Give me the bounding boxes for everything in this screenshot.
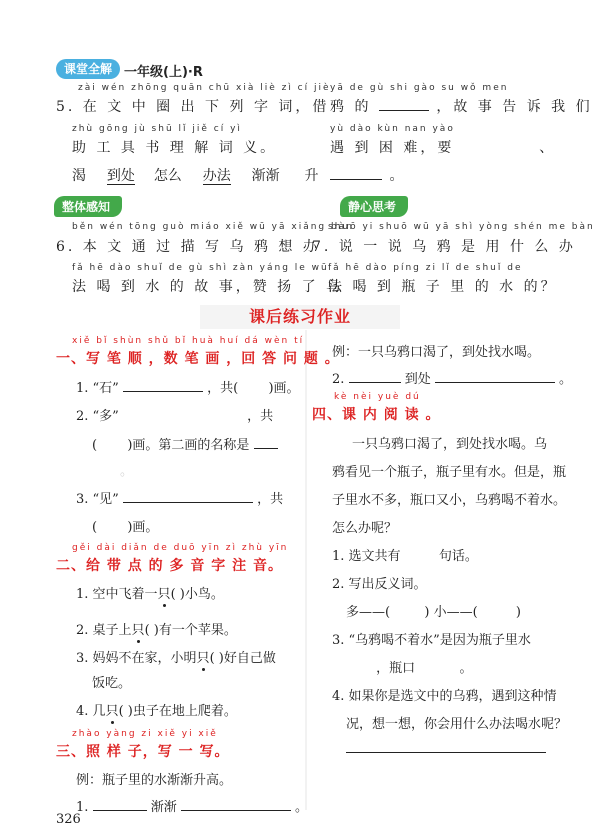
s1-question-2-cont — [92, 434, 278, 453]
reading-question-3: 3. “乌鸦喝不着水”是因为瓶子里水 — [332, 633, 531, 648]
answer-blank[interactable] — [330, 167, 382, 180]
q-text: ( )虫子在地上爬着。 — [118, 704, 237, 719]
q-text: 。 — [459, 661, 473, 676]
answer-blank[interactable] — [181, 798, 291, 811]
answer-blank[interactable] — [93, 798, 147, 811]
pinyin-line: zài wén zhōng quān chū xià liè zì cí jiè — [78, 83, 331, 93]
word-item: 升 — [304, 168, 319, 184]
word-item-underlined: 到处 — [106, 168, 135, 184]
question-6-line-2: 法 喝 到 水 的 故 事，赞 扬 了 乌 — [72, 279, 344, 295]
column-divider — [305, 330, 307, 810]
s2-question-4 — [76, 700, 237, 719]
passage-line: 一只乌鸦口渴了，到处找水喝。乌 — [352, 437, 548, 452]
passage-line: 子里水不多，瓶口又小，乌鸦喝不着水。 — [332, 493, 567, 508]
dotted-char: 只 — [105, 704, 119, 719]
s3-example: 例：瓶子里的水渐渐升高。 — [76, 773, 233, 788]
passage-line: 怎么办呢？ — [332, 521, 398, 536]
word-item-underlined: 办法 — [202, 168, 231, 184]
right-line-2-start: 遇 到 困 难，要 — [330, 140, 455, 156]
q-text: 渐渐 — [150, 800, 177, 815]
q-text: 。 — [558, 372, 572, 387]
s2-question-3 — [76, 647, 276, 666]
period: 。 — [389, 168, 407, 184]
s1-question-3 — [76, 488, 283, 507]
q-text: 1. 选文共有 — [332, 549, 401, 564]
q-text: 多——( — [346, 605, 391, 620]
section-4-title: 四、课 内 阅 读 。 — [312, 407, 441, 423]
q-label: 1. “石” — [76, 381, 119, 396]
q-text: 1. 空中飞着一 — [76, 587, 158, 602]
q-label: 1. — [76, 800, 89, 815]
q-text: ，共 — [247, 409, 274, 424]
s1-question-3-cont — [92, 516, 158, 535]
q-text: 句话。 — [438, 549, 478, 564]
s2-question-3-cont: 饭吃。 — [92, 676, 132, 691]
q-text: )画。 — [127, 520, 159, 535]
q-text: )画。 — [268, 381, 300, 396]
reading-question-3-cont — [346, 657, 472, 676]
q-text: ( )好自己做 — [209, 651, 276, 666]
q-text: ( )有一个苹果。 — [144, 623, 237, 638]
q-text: 4. 几 — [76, 704, 106, 719]
q-text: ) — [515, 605, 521, 620]
answer-blank[interactable] — [123, 490, 253, 503]
s2-question-1 — [76, 583, 224, 602]
q-label: 2. — [332, 372, 345, 387]
s1-question-1 — [76, 377, 300, 396]
dotted-char: 只 — [131, 623, 145, 638]
q-text: ，共( — [207, 381, 239, 396]
header-brand: 课堂全解 — [64, 62, 113, 76]
right-line-1 — [330, 96, 593, 116]
answer-line[interactable] — [346, 752, 546, 753]
page-number: 326 — [56, 812, 81, 827]
pinyin-line: yā de gù shi gào su wǒ men — [330, 83, 509, 93]
question-5-line-1: 5. 在 文 中 圈 出 下 列 字 词，借 — [56, 99, 330, 115]
pinyin-line: kè nèi yuè dú — [334, 392, 421, 402]
answer-blank[interactable] — [349, 370, 401, 383]
header-grade: 一年级(上)·R — [124, 65, 203, 80]
pinyin-line: yù dào kùn nan yào — [330, 124, 455, 134]
q-text: ，瓶口 — [376, 661, 416, 676]
s3-question-2 — [332, 368, 572, 387]
section-tag-overall: 整体感知 — [54, 196, 122, 217]
answer-blank[interactable] — [435, 370, 555, 383]
pinyin-line: shuō yi shuō wū yā shì yòng shén me bàn — [328, 222, 595, 232]
section-2-title: 二、给 带 点 的 多 音 字 注 音。 — [56, 558, 283, 574]
pinyin-line: fǎ hē dào shuǐ de gù shì zàn yáng le wū — [72, 263, 329, 273]
q-text: ( — [92, 520, 98, 535]
section-tag-reflect: 静心思考 — [340, 196, 408, 217]
s2-question-2 — [76, 619, 237, 638]
q-label: 3. “见” — [76, 492, 119, 507]
q-text: ( )小鸟。 — [170, 587, 224, 602]
q-text: ，共 — [257, 492, 284, 507]
pinyin-line: zhào yàng zi xiě yi xiě — [72, 729, 218, 739]
pinyin-line: zhù gōng jù shū lǐ jiě cí yì — [72, 124, 242, 134]
word-item: 渐渐 — [251, 168, 280, 184]
answer-blank[interactable] — [123, 379, 203, 392]
q-label: 2. “多” — [76, 409, 119, 424]
pinyin-line: fǎ hē dào píng zi lǐ de shuǐ de — [328, 263, 523, 273]
passage-line: 鸦看见一个瓶子，瓶子里有水。但是，瓶 — [332, 465, 567, 480]
right-line-2 — [330, 137, 556, 157]
question-7-line-2: 法 喝 到 瓶 子 里 的 水 的？ — [328, 279, 558, 295]
word-item: 渴 — [72, 168, 86, 184]
right-line-3 — [330, 165, 406, 185]
s3-example-2: 例：一只乌鸦口渴了，到处找水喝。 — [332, 345, 541, 360]
section-3-title: 三、照 样 子，写 一 写。 — [56, 744, 230, 760]
dotted-char: 只 — [157, 587, 171, 602]
reading-question-4: 4. 如果你是选文中的乌鸦，遇到这种情 — [332, 689, 557, 704]
q-text: 到处 — [404, 372, 431, 387]
reading-question-1 — [332, 545, 478, 564]
s1-question-2-end: 。 — [120, 464, 134, 479]
q-text: 2. 桌子上 — [76, 623, 132, 638]
q-text: 3. 妈妈不在家，小明 — [76, 651, 197, 666]
s3-question-1 — [76, 796, 308, 815]
pinyin-line: xiě bǐ shùn shǔ bǐ huà huí dá wèn tí — [72, 336, 305, 346]
q-text: 。 — [294, 800, 308, 815]
reading-question-2-antonyms — [346, 601, 521, 620]
dotted-char: 只 — [196, 651, 210, 666]
pinyin-line: gěi dài diǎn de duō yīn zì zhù yīn — [72, 543, 289, 553]
word-list — [72, 165, 319, 185]
q-text: ) 小——( — [424, 605, 478, 620]
q-text: ( — [92, 438, 98, 453]
comma-separator: 、 — [539, 140, 557, 156]
right-line-1-start: 鸦 的 — [330, 99, 372, 115]
question-6-line-1: 6. 本 文 通 过 描 写 乌 鸦 想 办 — [56, 239, 320, 255]
word-item: 怎么 — [153, 168, 182, 184]
section-banner: 课后练习作业 — [200, 305, 400, 329]
answer-blank[interactable] — [254, 436, 278, 449]
pinyin-line: běn wén tōng guò miáo xiě wū yā xiǎng bàn — [72, 222, 354, 232]
section-1-title: 一、写 笔 顺 ，数 笔 画 ，回 答 问 题 。 — [56, 351, 340, 367]
header-brand-badge — [56, 59, 120, 79]
s1-question-2 — [76, 405, 273, 424]
q-text: )画。第二画的名称是 — [127, 438, 250, 453]
question-7-line-1: 7. 说 一 说 乌 鸦 是 用 什 么 办 — [312, 239, 576, 255]
right-line-1-end: ，故 事 告 诉 我 们 — [436, 99, 593, 115]
reading-question-2: 2. 写出反义词。 — [332, 577, 427, 592]
question-5-line-2: 助 工 具 书 理 解 词 义。 — [72, 140, 278, 156]
reading-question-4-cont: 况，想一想，你会用什么办法喝水呢？ — [346, 717, 568, 732]
answer-blank[interactable] — [379, 98, 429, 111]
